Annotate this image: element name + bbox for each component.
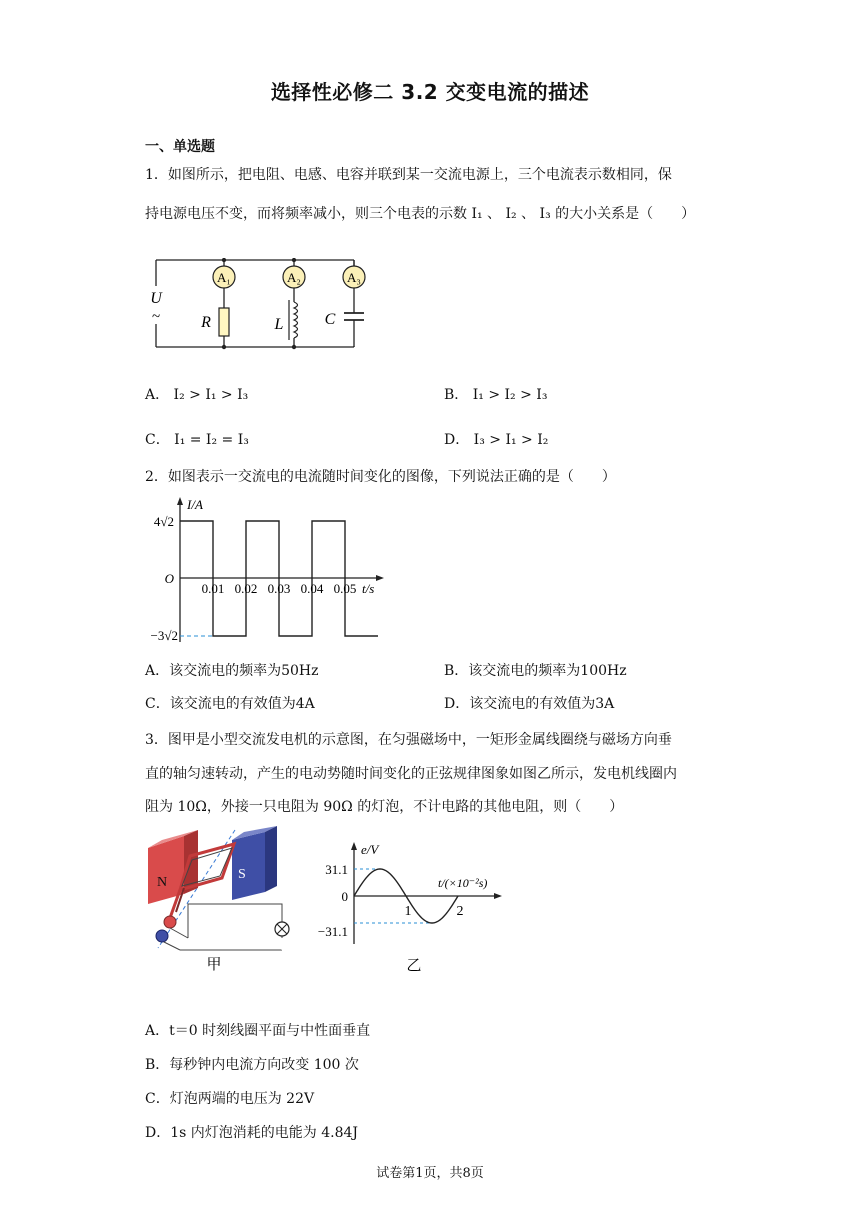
q3-option-b[interactable]: B．每秒钟内电流方向改变 100 次 (145, 1057, 359, 1073)
q2-option-d[interactable]: D．该交流电的有效值为3A (444, 696, 615, 712)
q2-origin-label: O (164, 571, 174, 586)
q2-x-tick-label: 0.05 (333, 581, 357, 596)
q1-option-c[interactable]: C． I₁ = I₂ = I₃ (145, 432, 249, 448)
q1-option-b[interactable]: B． I₁ > I₂ > I₃ (444, 387, 548, 403)
q3-y-tick-bottom: −31.1 (317, 924, 348, 939)
page-footer: 试卷第1页，共8页 (376, 1166, 484, 1181)
q2-x-tick-label: 0.02 (234, 581, 258, 596)
q3-text-line3: 阻为 10Ω，外接一只电阻为 90Ω 的灯泡，不计电路的其他电阻，则（ ） (145, 799, 624, 815)
q1-text-line1: 1．如图所示，把电阻、电感、电容并联到某一交流电源上，三个电流表示数相同，保 (145, 167, 672, 183)
q2-y-axis-label: I/A (187, 497, 203, 512)
north-pole-label: N (157, 875, 168, 890)
q2-x-tick-label: 0.01 (201, 581, 225, 596)
q3-option-d[interactable]: D．1s 内灯泡消耗的电能为 4.84J (145, 1125, 359, 1141)
q2-x-tick-label: 0.03 (267, 581, 291, 596)
q2-y-tick-top: 4√2 (153, 514, 174, 529)
q2-current-chart (140, 492, 390, 648)
figure-jia-caption: 甲 (206, 957, 222, 973)
q3-emf-chart-yi (304, 834, 514, 976)
capacitor-label: C (324, 311, 336, 328)
source-u-label: U (150, 290, 162, 307)
page-title: 选择性必修二 3.2 交变电流的描述 (270, 80, 590, 104)
q2-x-tick-label: 0.04 (300, 581, 324, 596)
q3-generator-figure-jia (140, 826, 300, 976)
q3-x-tick-label: 2 (456, 904, 464, 919)
section-heading: 一、单选题 (145, 139, 215, 155)
q3-option-c[interactable]: C．灯泡两端的电压为 22V (145, 1091, 315, 1107)
q1-option-a[interactable]: A． I₂ > I₁ > I₃ (145, 387, 249, 403)
q2-option-a[interactable]: A．该交流电的频率为50Hz (145, 663, 319, 679)
q3-y-tick-zero: 0 (341, 889, 348, 904)
source-ac-symbol: ~ (151, 309, 161, 325)
inductor-label: L (274, 316, 284, 333)
ammeter-a3-label: A₃ (347, 270, 361, 285)
q2-y-tick-bottom: −3√2 (150, 628, 178, 643)
q3-x-axis-label: t/(×10⁻²s) (438, 876, 488, 890)
ammeter-a1-label: A₁ (217, 270, 231, 285)
q3-text-line1: 3．图甲是小型交流发电机的示意图，在匀强磁场中，一矩形金属线圈绕与磁场方向垂 (145, 732, 672, 748)
south-pole-label: S (238, 867, 246, 882)
q2-option-b[interactable]: B．该交流电的频率为100Hz (444, 663, 627, 679)
q3-y-axis-label: e/V (361, 842, 379, 857)
ammeter-a2-label: A₂ (287, 270, 301, 285)
q3-text-line2: 直的轴匀速转动，产生的电动势随时间变化的正弦规律图象如图乙所示，发电机线圈内 (145, 766, 677, 782)
resistor-label: R (201, 314, 211, 331)
q2-option-c[interactable]: C．该交流电的有效值为4A (145, 696, 315, 712)
q1-option-d[interactable]: D． I₃ > I₁ > I₂ (444, 432, 549, 448)
q2-x-axis-label: t/s (362, 581, 375, 596)
q2-text-line1: 2．如图表示一交流电的电流随时间变化的图像，下列说法正确的是（ ） (145, 469, 616, 485)
q3-option-a[interactable]: A．t＝0 时刻线圈平面与中性面垂直 (145, 1023, 371, 1039)
q3-y-tick-top: 31.1 (325, 862, 348, 877)
figure-yi-caption: 乙 (406, 958, 422, 974)
q3-x-tick-label: 1 (404, 904, 412, 919)
q1-circuit-figure (146, 258, 376, 356)
q1-text-line2: 持电源电压不变，而将频率减小，则三个电表的示数 I₁ 、 I₂ 、 I₃ 的大小关系是（ ） (145, 206, 696, 222)
